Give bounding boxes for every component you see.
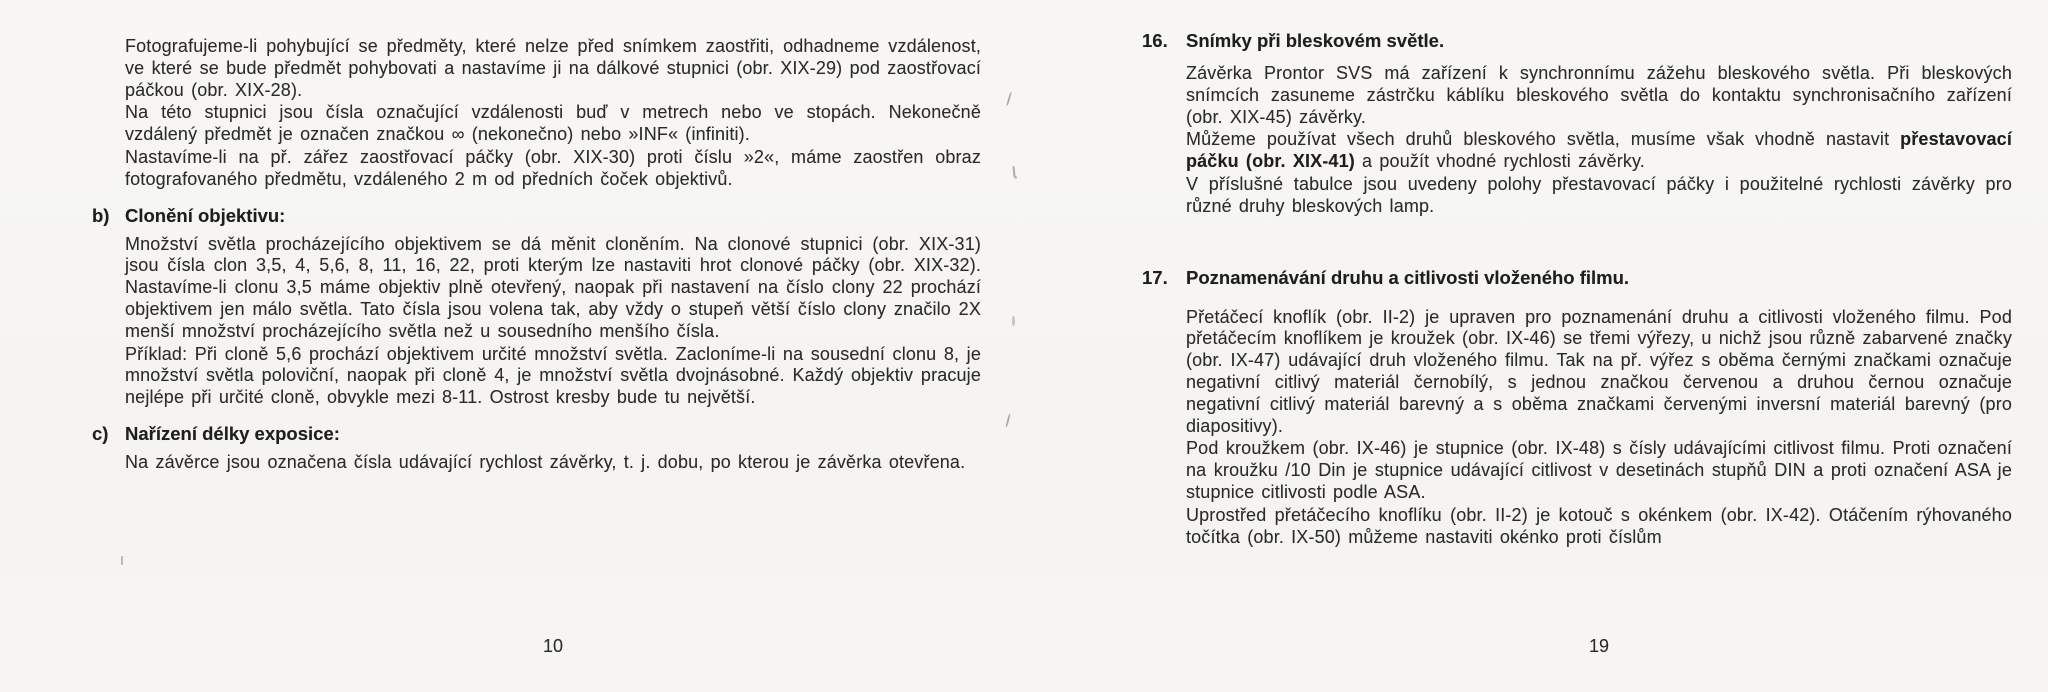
scan-artifact <box>1006 92 1011 106</box>
scan-artifact <box>1012 316 1015 326</box>
section-17 <box>1142 266 2012 549</box>
section-c-title: Nařízení délky exposice: <box>125 422 340 444</box>
right-page-number: 19 <box>1588 636 1610 656</box>
section-b-heading <box>92 205 981 227</box>
section-c-heading <box>92 423 981 445</box>
section-16-title: Snímky při bleskovém světle. <box>1186 30 1445 51</box>
section-17-number: 17. <box>1142 266 1168 288</box>
section-16-paragraph-2-bold: přestavovací páčku (obr. XIX-41) <box>1186 129 2012 172</box>
section-17-paragraph-2: Pod kroužkem (obr. IX-46) je stupnice (obr. IX-48) s čísly udávajícími citlivost filmu. Proti označení na kroužku /10 Din je stupnice udávající citlivost v desetinách stupňů DIN a proti označení ASA je stupnice citlivosti podle ASA. <box>1186 438 2012 502</box>
left-page-number: 10 <box>542 636 564 656</box>
section-17-paragraph-3: Uprostřed přetáčecího knoflíku (obr. II-2) je kotouč s okénkem (obr. IX-42). Otáčením rýhovaného točítka (obr. IX-50) můžeme nastaviti okénko proti číslům <box>1186 504 2012 547</box>
left-paragraph-3: Nastavíme-li na př. zářez zaostřovací páčky (obr. XIX-30) proti číslu »2«, máme zaostřen obraz fotografovaného předmětu, vzdáleného 2 m od předních čoček objektivů. <box>125 146 981 189</box>
section-17-title: Poznamenávání druhu a citlivosti vloženého filmu. <box>1186 266 1630 288</box>
left-paragraph-1: Fotografujeme-li pohybující se předměty, které nelze před snímkem zaostřiti, odhadneme vzdálenost, ve které se bude předmět pohybovati a nastavíme ji na dálkové stupnici (obr. XIX-29) pod zaostřovací páčkou (obr. XIX-28). <box>125 36 981 100</box>
scan-artifact <box>1006 414 1011 427</box>
section-b-paragraph-2: Příklad: Při cloně 5,6 prochází objektivem určité množství světla. Zacloníme-li na sousední clonu 8, je množství světla poloviční, naopak při cloně 4, je množství světla dvojnásobné. Každý objektiv pracuje nejlépe při určité cloně, obvykle mezi 8-11. Ostrost kresby bude tu největší. <box>125 343 981 408</box>
section-17-paragraph-1: Přetáčecí knoflík (obr. II-2) je upraven pro poznamenání druhu a citlivosti vloženého filmu. Pod přetáčecím knoflíkem je kroužek (obr. IX-46) se třemi výřezy, u nichž jsou různě zabarvené značky (obr. IX-47) udávající druh vloženého filmu. Tak na př. výřez s oběma černými značkami označuje negativní citlivý materiál černobílý, s jednou značkou červenou a druhou černou označuje negativní citlivý materiál barevný a s oběma značkami červenými inversní materiál barevný (pro diapositivy). <box>1186 306 2012 436</box>
section-16-paragraph-2 <box>1186 129 2012 173</box>
section-16-heading <box>1142 30 2012 52</box>
section-16-number: 16. <box>1142 30 1168 51</box>
section-16-paragraph-2-pre: Můžeme používat všech druhů bleskového světla, musíme však vhodně nastavit <box>1186 129 1901 150</box>
section-16 <box>1142 30 2012 218</box>
scan-artifact <box>1014 176 1017 179</box>
section-b-paragraph-1: Množství světla procházejícího objektivem se dá měnit cloněním. Na clonové stupnici (obr. XIX-31) jsou čísla clon 3,5, 4, 5,6, 8, 11, 16, 22, proti kterým lze nastaviti hrot clonové páčky (obr. XIX-32). Nastavíme-li clonu 3,5 máme objektiv plně otevřený, naopak při nastavení na číslo clony 22 prochází objektivem jen málo světla. Tato čísla jsou volena tak, aby vždy o stupeň větší číslo clony značilo 2X menší množství procházejícího světla než u sousedního menšího čísla. <box>125 233 981 341</box>
section-c-label: c) <box>92 422 109 444</box>
scan-artifact <box>121 556 123 565</box>
section-17-heading <box>1142 267 2012 289</box>
section-16-paragraph-2-post: a použít vhodné rychlosti závěrky. <box>1354 151 1645 172</box>
section-16-paragraph-1: Závěrka Prontor SVS má zařízení k synchronnímu zážehu bleskového světla. Při bleskových snímcích zasuneme zástrčku káblíku bleskového světla do kontaktu synchronisačního zařízení (obr. XIX-45) závěrky. <box>1186 63 2012 127</box>
section-b-label: b) <box>92 204 110 226</box>
section-b-title: Clonění objektivu: <box>125 204 286 226</box>
section-c-paragraph-1: Na závěrce jsou označena čísla udávající rychlost závěrky, t. j. dobu, po kterou je závěrka otevřena. <box>125 451 966 472</box>
left-paragraph-2: Na této stupnici jsou čísla označující vzdálenosti buď v metrech nebo ve stopách. Nekonečně vzdálený předmět je označen značkou ∞ (nekonečno) nebo »INF« (infiniti). <box>125 102 981 145</box>
section-16-paragraph-3: V příslušné tabulce jsou uvedeny polohy přestavovací páčky i použitelné rychlosti závěrky pro různé druhy bleskových lamp. <box>1186 173 2012 216</box>
left-page <box>92 0 981 656</box>
right-page <box>1142 0 2012 656</box>
